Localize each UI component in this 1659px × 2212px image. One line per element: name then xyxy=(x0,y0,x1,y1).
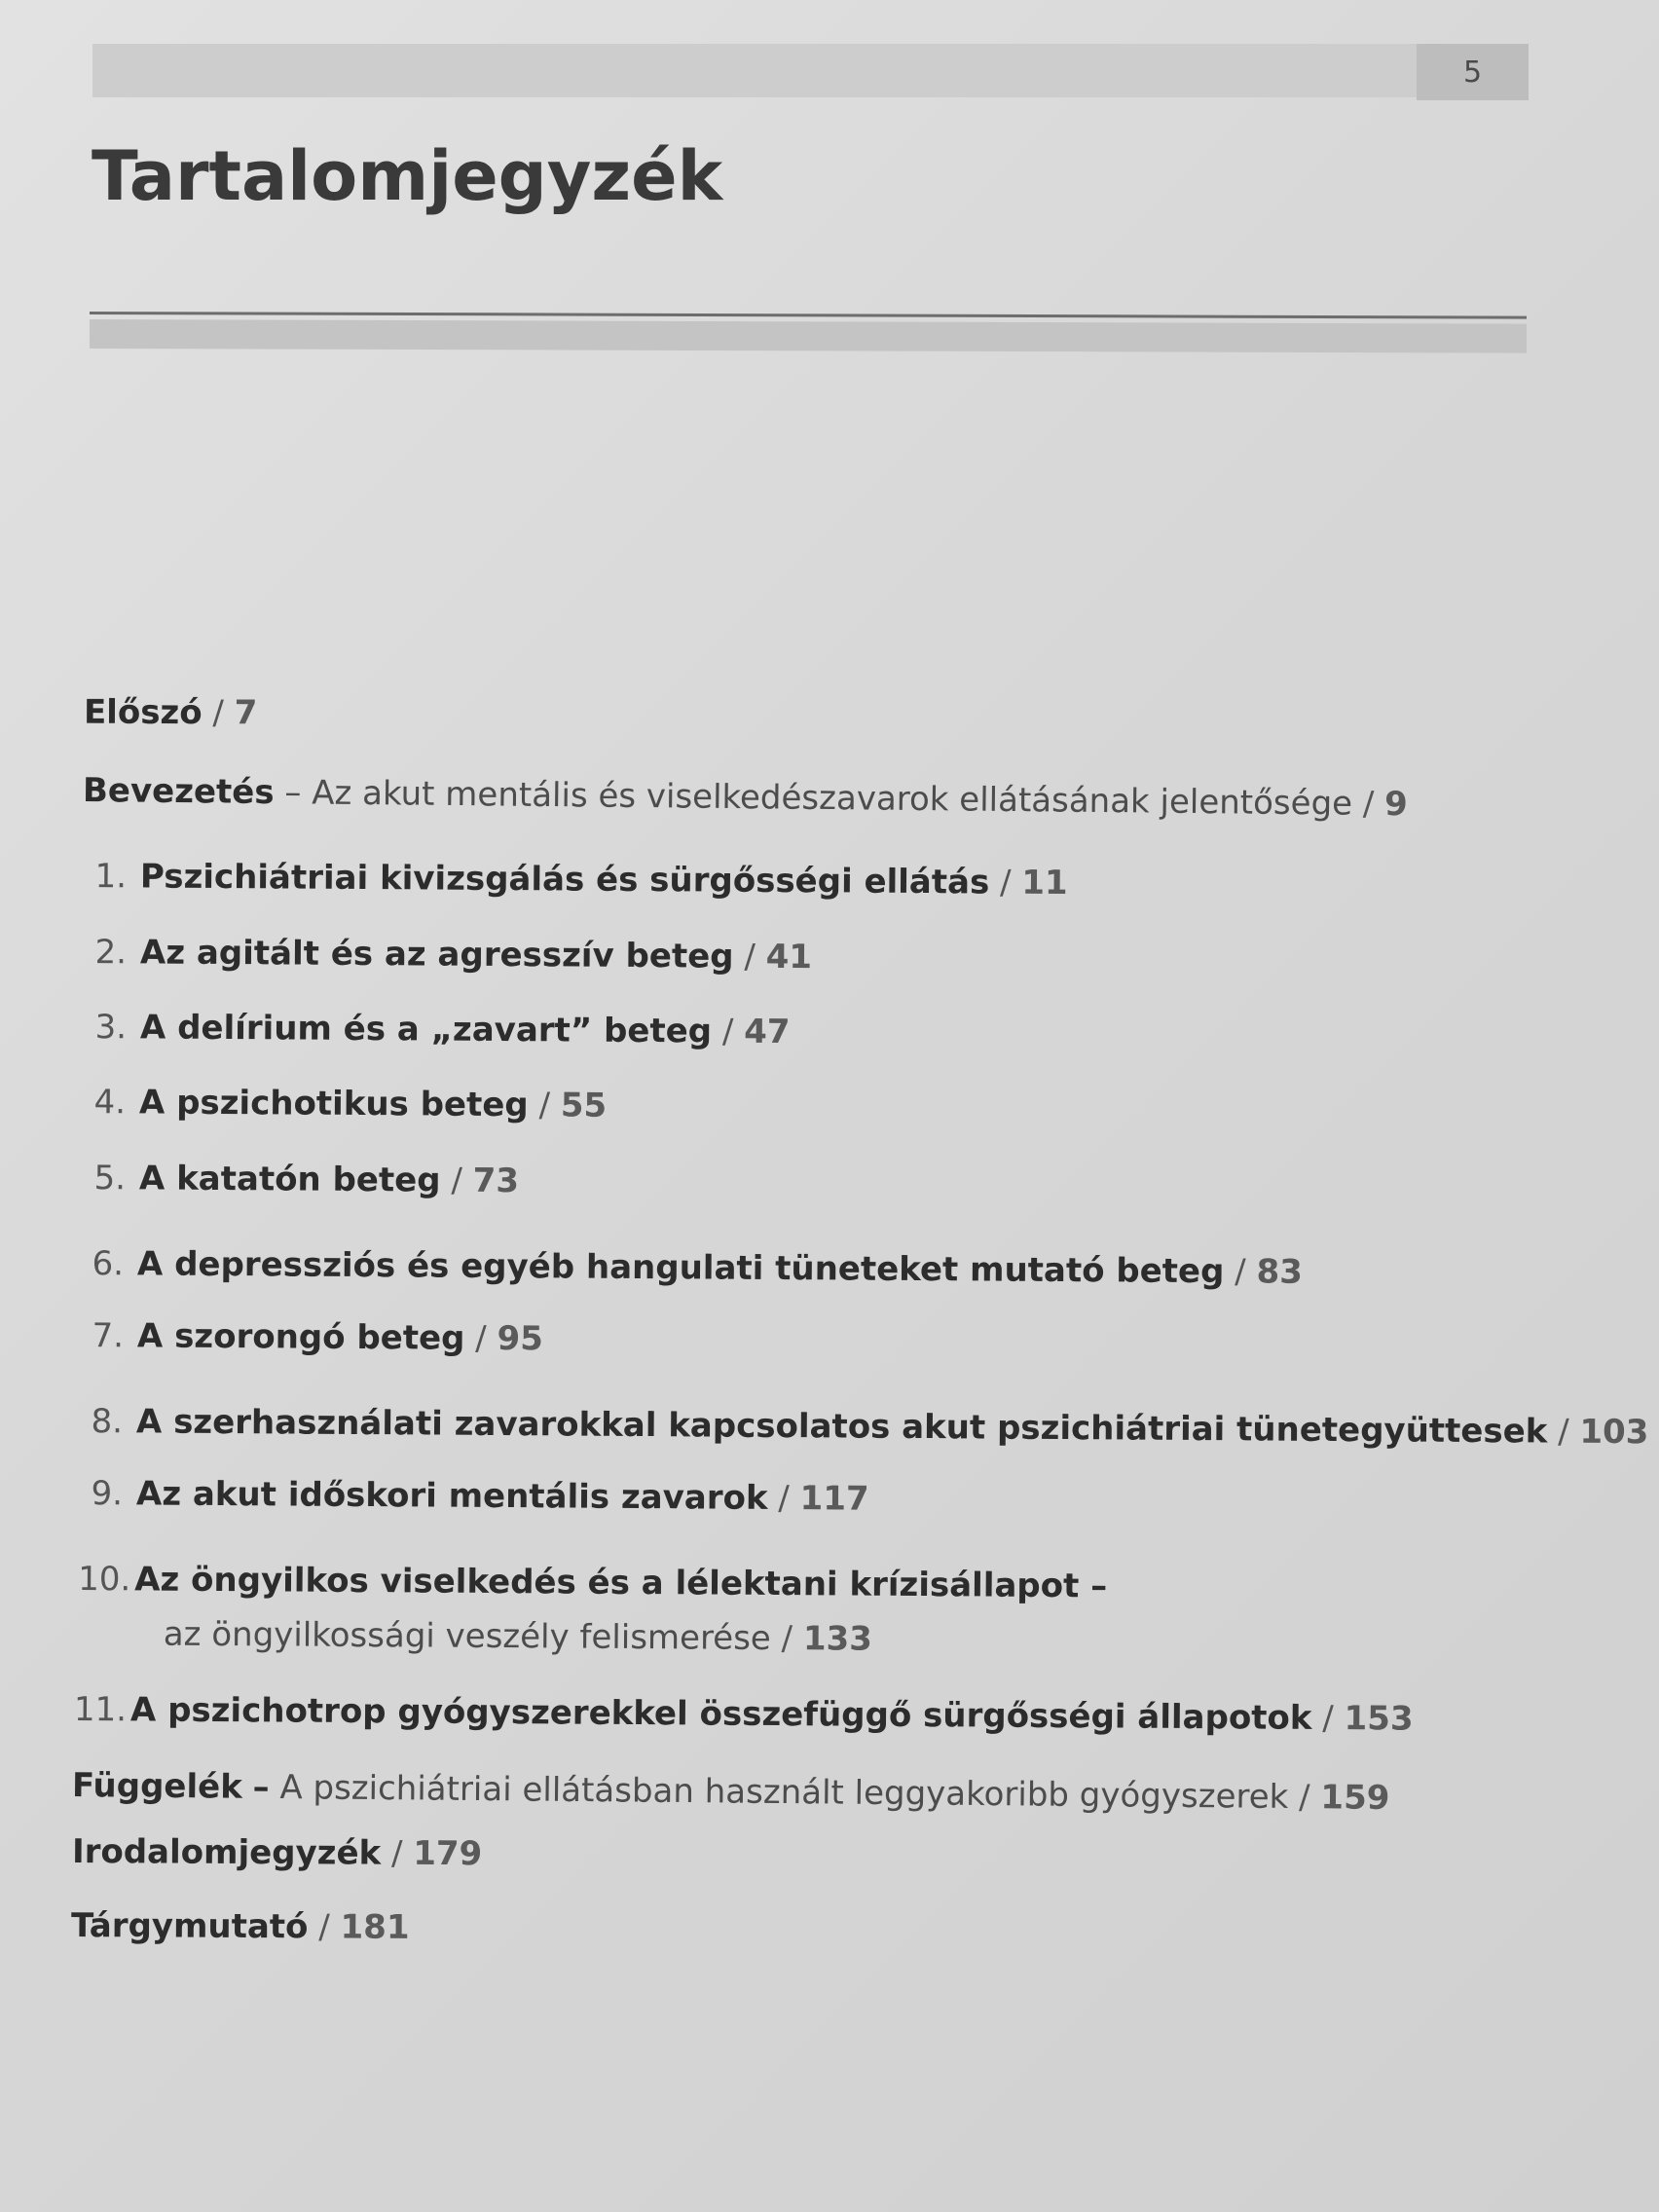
toc-entry-number: 11. xyxy=(73,1690,128,1730)
page-separator: / xyxy=(1322,1698,1334,1739)
toc-entry-title: Az akut időskori mentális zavarok xyxy=(135,1474,768,1518)
toc-entry-title: Irodalomjegyzék xyxy=(71,1832,382,1873)
page-separator: / xyxy=(475,1318,487,1358)
page-separator: / xyxy=(318,1907,330,1947)
toc-entry-page: 47 xyxy=(744,1012,791,1052)
toc-entry-chapter-9 xyxy=(80,1474,869,1519)
toc-entry-page: 73 xyxy=(472,1161,520,1201)
toc-entry-page: 181 xyxy=(340,1907,410,1947)
toc-entry-bevezetes xyxy=(83,771,1408,824)
toc-entry-dash: – xyxy=(284,773,302,813)
toc-entry-title: A katatón beteg xyxy=(138,1159,441,1200)
toc-entry-title: Az öngyilkos viselkedés és a lélektani krízisállapot – xyxy=(134,1560,1108,1606)
toc-entry-page: 95 xyxy=(497,1318,544,1359)
toc-entry-title: Pszichiátriai kivizsgálás és sürgősségi ellátás xyxy=(139,857,990,903)
toc-entry-number: 3. xyxy=(94,1008,128,1048)
page-separator: / xyxy=(744,937,756,977)
toc-entry-fuggelek xyxy=(72,1766,1390,1818)
page-separator: / xyxy=(721,1012,734,1051)
toc-entry-subtitle: A pszichiátriai ellátásban használt leggyakoribb gyógyszerek xyxy=(279,1768,1289,1817)
toc-entry-chapter-4 xyxy=(83,1083,607,1125)
toc-entry-chapter-8 xyxy=(80,1402,1649,1452)
toc-entry-irodalomjegyzek xyxy=(72,1832,482,1873)
toc-entry-subtitle: az öngyilkossági veszély felismerése xyxy=(163,1614,771,1658)
page-separator: / xyxy=(1298,1778,1310,1818)
toc-entry-number: 2. xyxy=(94,933,128,973)
toc-entry-title: A pszichotrop gyógyszerekkel összefüggő sürgősségi állapotok xyxy=(129,1690,1312,1738)
toc-entry-title: Tárgymutató xyxy=(70,1906,309,1947)
toc-entry-page: 83 xyxy=(1256,1252,1303,1292)
toc-entry-number: 6. xyxy=(92,1244,125,1284)
toc-entry-chapter-11 xyxy=(74,1690,1414,1739)
page-separator: / xyxy=(781,1619,793,1659)
toc-entry-chapter-7 xyxy=(81,1316,543,1358)
toc-entry-title: Előszó xyxy=(83,692,203,733)
page-separator: / xyxy=(451,1161,463,1200)
toc-entry-page: 7 xyxy=(234,693,258,733)
toc-entry-page: 133 xyxy=(802,1619,873,1659)
toc-entry-number: 4. xyxy=(93,1083,127,1123)
toc-entry-title: A pszichotikus beteg xyxy=(138,1083,529,1125)
toc-entry-number: 8. xyxy=(91,1402,124,1442)
toc-entry-chapter-1 xyxy=(84,857,1068,903)
page-separator: / xyxy=(538,1086,551,1125)
toc-entry-page: 41 xyxy=(765,937,813,977)
toc-entry-title: Az agitált és az agresszív beteg xyxy=(139,933,734,977)
toc-entry-page: 159 xyxy=(1320,1778,1390,1818)
page-separator: / xyxy=(778,1479,790,1519)
toc-entry-page: 103 xyxy=(1579,1412,1649,1453)
page-separator: / xyxy=(1362,784,1375,824)
page-separator: / xyxy=(212,693,224,733)
page-separator: / xyxy=(999,863,1012,903)
toc-entry-number: 10. xyxy=(78,1560,131,1600)
toc-entry-title: A szorongó beteg xyxy=(136,1316,465,1358)
toc-entry-number: 1. xyxy=(94,857,128,897)
toc-entry-title: A delírium és a „zavart” beteg xyxy=(139,1008,713,1051)
page-title: Tartalomjegyzék xyxy=(92,136,723,216)
toc-entry-chapter-2 xyxy=(84,933,812,977)
toc-entry-page: 55 xyxy=(560,1086,608,1125)
page-separator: / xyxy=(1235,1252,1246,1292)
toc-entry-number: 7. xyxy=(92,1316,125,1356)
toc-entry-targymutato xyxy=(71,1906,410,1947)
toc-entry-page: 117 xyxy=(799,1479,869,1519)
toc-entry-page: 9 xyxy=(1383,785,1409,825)
toc-entry-subtitle: Az akut mentális és viselkedészavarok ellátásának jelentősége xyxy=(312,773,1353,824)
toc-entry-eloszo xyxy=(84,693,258,733)
toc-entry-page: 153 xyxy=(1344,1699,1414,1739)
page-separator: / xyxy=(390,1833,403,1873)
page-separator: / xyxy=(1558,1412,1569,1452)
toc-entry-title: Függelék xyxy=(71,1766,242,1807)
toc-entry-dash: – xyxy=(252,1767,270,1807)
toc-entry-chapter-6 xyxy=(81,1244,1303,1292)
toc-entry-title: A depressziós és egyéb hangulati tüneteket mutató beteg xyxy=(136,1244,1225,1292)
toc-entry-number: 9. xyxy=(91,1474,124,1514)
toc-entry-title: A szerhasználati zavarokkal kapcsolatos akut pszichiátriai tünetegyüttesek xyxy=(135,1402,1548,1452)
toc-entry-chapter-5 xyxy=(83,1159,519,1200)
toc-entry-page: 11 xyxy=(1021,863,1068,903)
toc-entry-page: 179 xyxy=(413,1833,483,1874)
toc-entry-number: 5. xyxy=(93,1159,127,1198)
toc-entry-continuation xyxy=(78,1606,1107,1668)
toc-entry-chapter-3 xyxy=(84,1008,791,1051)
toc-entry-chapter-10 xyxy=(78,1552,1108,1668)
toc-entry-title: Bevezetés xyxy=(82,771,275,813)
page-number: 5 xyxy=(1417,44,1529,100)
